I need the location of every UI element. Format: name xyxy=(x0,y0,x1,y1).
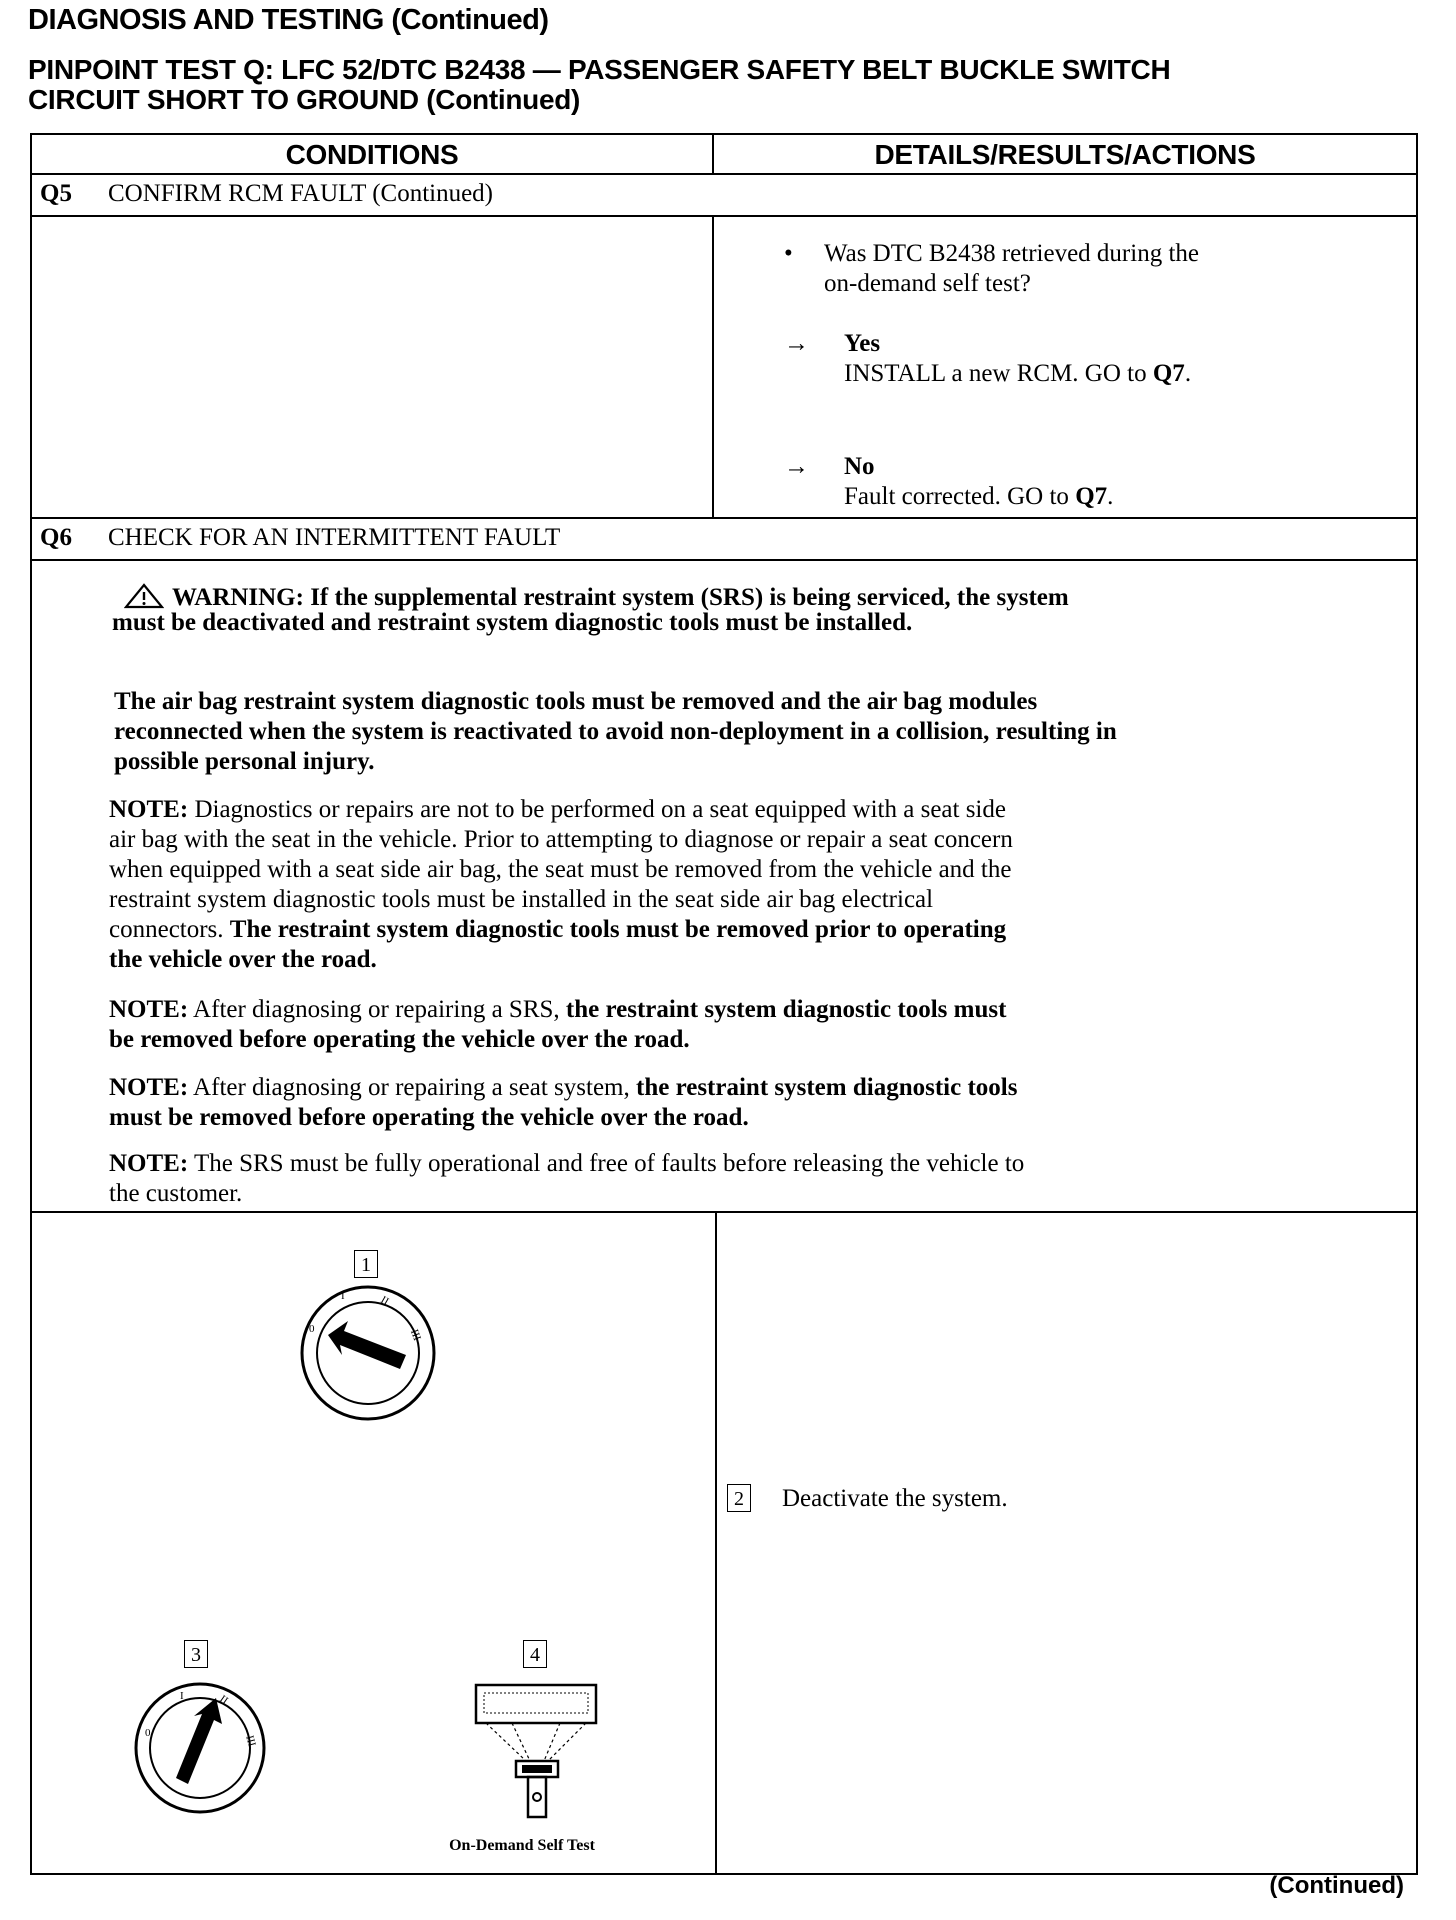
ignition-label-off: 0 xyxy=(145,1727,151,1739)
section-q6-title xyxy=(40,523,560,553)
q5-no-action-text: Fault corrected. GO to xyxy=(844,483,1076,510)
warning-airbag-line1: The air bag restraint system diagnostic tools must be removed and the air bag modules xyxy=(114,688,1038,715)
note1-line4: restraint system diagnostic tools must be installed in the seat side air bag electrical xyxy=(109,886,934,913)
note-label: NOTE: xyxy=(109,996,189,1023)
step-1-number: 1 xyxy=(354,1250,378,1278)
note4-line1: The SRS must be fully operational and free of faults before releasing the vehicle to xyxy=(188,1150,1025,1177)
warning-airbag xyxy=(114,687,1117,777)
test-title-line2: CIRCUIT SHORT TO GROUND (Continued) xyxy=(28,84,581,115)
warning-line1: WARNING: If the supplemental restraint system (SRS) is being serviced, the system xyxy=(172,584,1069,611)
ignition-switch-on-icon xyxy=(132,1680,268,1816)
divider xyxy=(32,173,1416,175)
divider xyxy=(715,1211,717,1875)
q5-yes-result xyxy=(844,329,1191,389)
note3-line2: must be removed before operating the vehicle over the road. xyxy=(109,1104,749,1131)
pinpoint-test-table xyxy=(30,133,1418,1875)
continued-footer: (Continued) xyxy=(1269,1872,1404,1899)
note1-line3: when equipped with a seat side air bag, the seat must be removed from the vehicle and the xyxy=(109,856,1012,883)
note-seat-repair xyxy=(109,1073,1017,1133)
divider xyxy=(32,559,1416,561)
warning-triangle-icon xyxy=(124,583,164,609)
warning-airbag-line3: possible personal injury. xyxy=(114,748,375,775)
q5-no-result xyxy=(844,452,1113,512)
ignition-label-i: I xyxy=(180,1690,184,1702)
figure-caption: On-Demand Self Test xyxy=(449,1837,595,1854)
divider xyxy=(32,1211,1416,1213)
q5-question-line1: Was DTC B2438 retrieved during the xyxy=(824,240,1199,267)
q5-no-goto-ref: Q7 xyxy=(1075,483,1108,510)
q5-no-label: No xyxy=(844,453,875,480)
step-2-number: 2 xyxy=(727,1484,751,1512)
note1-line1: Diagnostics or repairs are not to be performed on a seat equipped with a seat side xyxy=(188,796,1006,823)
note4-line2: the customer. xyxy=(109,1180,243,1207)
q5-yes-label: Yes xyxy=(844,330,881,357)
divider xyxy=(712,215,714,517)
section-q5-id: Q5 xyxy=(40,180,72,207)
note1-line6: the vehicle over the road. xyxy=(109,946,377,973)
warning-line2: must be deactivated and restraint system diagnostic tools must be installed. xyxy=(112,609,913,636)
section-q6-id: Q6 xyxy=(40,524,72,551)
divider xyxy=(32,215,1416,217)
q5-no-action xyxy=(844,482,1113,512)
q5-yes-action-end: . xyxy=(1184,360,1192,387)
section-q5-title-text: CONFIRM RCM FAULT (Continued) xyxy=(108,180,494,207)
step-2-text: Deactivate the system. xyxy=(782,1485,1008,1512)
divider xyxy=(712,135,714,173)
ignition-label-ii: II xyxy=(217,1692,231,1708)
q5-question xyxy=(824,239,1199,299)
scan-tool-icon xyxy=(472,1681,602,1831)
note1-line5: connectors. xyxy=(109,916,230,943)
ignition-label-ii: II xyxy=(378,1293,391,1309)
step-3-number: 3 xyxy=(184,1640,208,1668)
section-q6-title-text: CHECK FOR AN INTERMITTENT FAULT xyxy=(108,524,561,551)
note-srs-operational xyxy=(109,1149,1024,1209)
ignition-label-off: 0 xyxy=(309,1323,315,1335)
note-label: NOTE: xyxy=(109,796,189,823)
note-label: NOTE: xyxy=(109,1150,189,1177)
page-header: DIAGNOSIS AND TESTING (Continued) xyxy=(28,4,549,36)
note3-line1: After diagnosing or repairing a seat system, xyxy=(188,1074,636,1101)
note1-line5-bold: The restraint system diagnostic tools must be removed prior to operating xyxy=(229,916,1007,943)
note2-line1: After diagnosing or repairing a SRS, xyxy=(188,996,566,1023)
warning-airbag-line2: reconnected when the system is reactivated to avoid non-deployment in a collision, resulting in xyxy=(114,718,1117,745)
note-seat-side-airbag xyxy=(109,795,1013,975)
ignition-label-iii: III xyxy=(407,1327,424,1343)
note-label: NOTE: xyxy=(109,1074,189,1101)
col-header-conditions: CONDITIONS xyxy=(285,139,459,170)
section-q5-title xyxy=(40,179,493,209)
q5-question-line2: on-demand self test? xyxy=(824,270,1031,297)
divider xyxy=(32,517,1416,519)
test-title-line1: PINPOINT TEST Q: LFC 52/DTC B2438 — PASSENGER SAFETY BELT BUCKLE SWITCH xyxy=(28,54,1171,85)
yes-arrow-icon: → xyxy=(784,330,809,357)
q5-yes-action xyxy=(844,359,1191,389)
note2-line1-bold: the restraint system diagnostic tools must xyxy=(565,996,1007,1023)
col-header-details: DETAILS/RESULTS/ACTIONS xyxy=(874,139,1256,170)
ignition-label-iii: III xyxy=(243,1734,258,1748)
note2-line2: be removed before operating the vehicle over the road. xyxy=(109,1026,690,1053)
ignition-label-i: I xyxy=(341,1290,345,1302)
step-4-number: 4 xyxy=(523,1640,547,1668)
pinpoint-test-title xyxy=(28,55,1428,115)
no-arrow-icon: → xyxy=(784,453,809,480)
note-srs-repair xyxy=(109,995,1006,1055)
note3-line1-bold: the restraint system diagnostic tools xyxy=(636,1074,1018,1101)
q5-yes-goto-ref: Q7 xyxy=(1152,360,1185,387)
note1-line2: air bag with the seat in the vehicle. Prior to attempting to diagnose or repair a seat concern xyxy=(109,826,1013,853)
q5-yes-action-text: INSTALL a new RCM. GO to xyxy=(844,360,1153,387)
q5-bullet: • xyxy=(784,240,793,267)
q5-no-action-end: . xyxy=(1107,483,1114,510)
ignition-switch-off-icon xyxy=(298,1283,438,1423)
